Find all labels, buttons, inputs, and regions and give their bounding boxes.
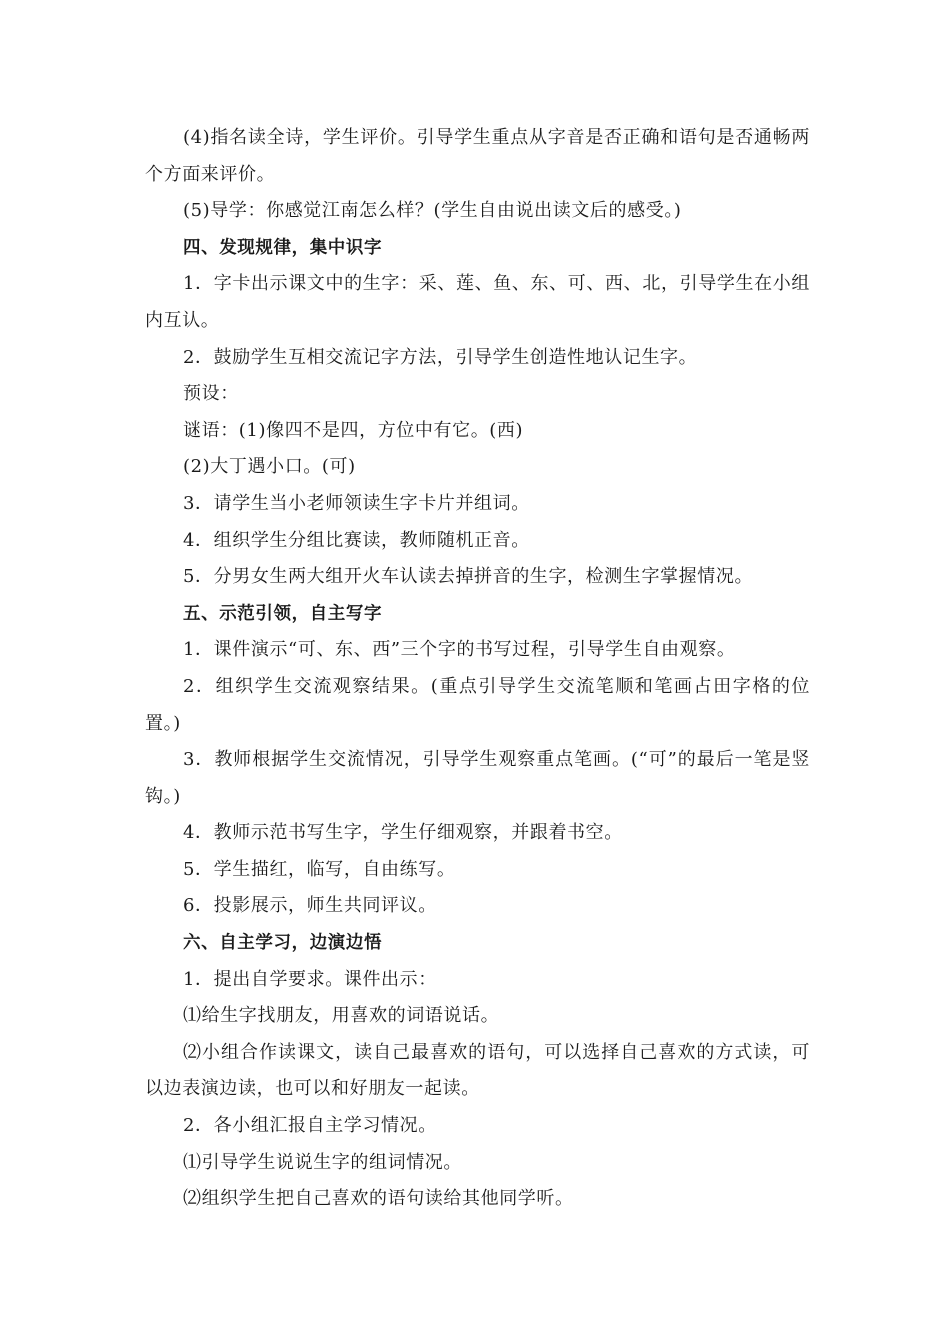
- paragraph: 1．提出自学要求。课件出示：: [183, 968, 437, 990]
- document-body: [145, 120, 810, 1218]
- paragraph: 2．鼓励学生互相交流记字方法，引导学生创造性地认记生字。: [183, 346, 698, 368]
- paragraph: 4．教师示范书写生字，学生仔细观察，并跟着书空。: [183, 822, 623, 844]
- section-heading: 六、自主学习，边演边悟: [183, 933, 383, 954]
- paragraph: 5．分男女生两大组开火车认读去掉拼音的生字，检测生字掌握情况。: [183, 566, 754, 588]
- paragraph: 5．学生描红，临写，自由练写。: [183, 858, 456, 880]
- paragraph: (2)大丁遇小口。(可): [183, 456, 356, 478]
- paragraph: 6．投影展示，师生共同评议。: [183, 895, 437, 917]
- paragraph: (4)指名读全诗，学生评价。引导学生重点从字音是否正确和语句是否通畅两个方面来评价。: [145, 127, 810, 185]
- paragraph: 预设：: [183, 383, 239, 405]
- paragraph: 谜语：(1)像四不是四，方位中有它。(西): [183, 419, 524, 441]
- paragraph: ⑵小组合作读课文，读自己最喜欢的语句，可以选择自己喜欢的方式读，可以边表演边读，也可以和好朋友一起读。: [145, 1041, 810, 1100]
- paragraph: ⑵组织学生把自己喜欢的语句读给其他同学听。: [183, 1188, 574, 1210]
- paragraph: ⑴给生字找朋友，用喜欢的词语说话。: [183, 1005, 500, 1027]
- paragraph: 2．各小组汇报自主学习情况。: [183, 1115, 437, 1137]
- paragraph: (5)导学：你感觉江南怎么样？(学生自由说出读文后的感受。): [183, 200, 682, 222]
- section-heading: 五、示范引领，自主写字: [183, 603, 383, 624]
- section-heading: 四、发现规律，集中识字: [183, 237, 383, 258]
- paragraph: 1．字卡出示课文中的生字：采、莲、鱼、东、可、西、北，引导学生在小组内互认。: [145, 273, 810, 331]
- paragraph: 4．组织学生分组比赛读，教师随机正音。: [183, 529, 530, 551]
- paragraph: 3．教师根据学生交流情况，引导学生观察重点笔画。(“可”的最后一笔是竖钩。): [145, 749, 810, 807]
- paragraph: 1．课件演示“可、东、西”三个字的书写过程，引导学生自由观察。: [183, 639, 736, 661]
- paragraph: 2．组织学生交流观察结果。(重点引导学生交流笔顺和笔画占田字格的位置。): [145, 675, 810, 734]
- paragraph: ⑴引导学生说说生字的组词情况。: [183, 1151, 462, 1173]
- paragraph: 3．请学生当小老师领读生字卡片并组词。: [183, 492, 530, 514]
